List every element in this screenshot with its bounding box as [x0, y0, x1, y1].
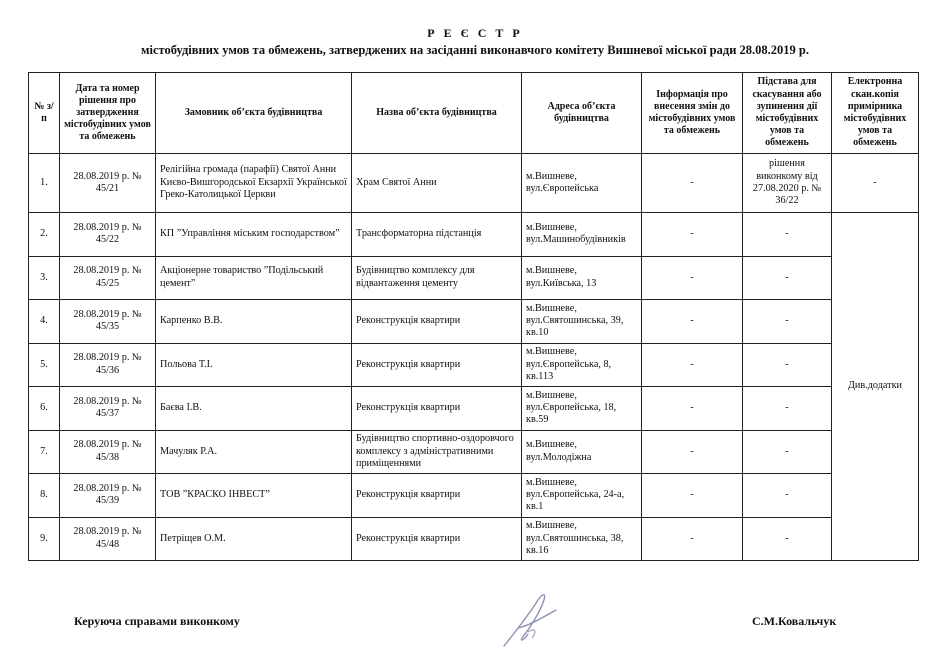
- row-num: 1.: [29, 154, 60, 213]
- row-address: м.Вишневе, вул.Святошинська, 38, кв.16: [522, 517, 642, 561]
- row-decision: 28.08.2019 р. № 45/37: [60, 387, 156, 431]
- row-cancel: -: [743, 430, 832, 474]
- row-decision: 28.08.2019 р. № 45/35: [60, 300, 156, 344]
- row-customer: Релігійна громада (парафії) Святої Анни Києво-Вишгородської Екзархії Української Греко-Католицької Церкви: [156, 154, 352, 213]
- row-customer: Баєва І.В.: [156, 387, 352, 431]
- row-num: 7.: [29, 430, 60, 474]
- row-decision: 28.08.2019 р. № 45/22: [60, 213, 156, 257]
- row-object: Трансформаторна підстанція: [352, 213, 522, 257]
- row-object: Реконструкція квартири: [352, 343, 522, 387]
- row-object: Будівництво комплексу для відвантаження цементу: [352, 256, 522, 300]
- row-scan: -: [832, 154, 919, 213]
- row-customer: Акціонерне товариство ”Подільський цемент”: [156, 256, 352, 300]
- row-customer: Мачуляк Р.А.: [156, 430, 352, 474]
- row-num: 9.: [29, 517, 60, 561]
- row-num: 6.: [29, 387, 60, 431]
- row-customer: Петріщев О.М.: [156, 517, 352, 561]
- row-changes: -: [642, 213, 743, 257]
- row-cancel: -: [743, 256, 832, 300]
- row-customer: КП ”Управління міським господарством”: [156, 213, 352, 257]
- row-changes: -: [642, 343, 743, 387]
- document-subtitle: містобудівних умов та обмежень, затверджених на засіданні виконавчого комітету Вишневої міської ради 28.08.2019 р.: [140, 43, 809, 57]
- row-cancel: рішення виконкому від 27.08.2020 р. № 36/22: [743, 154, 832, 213]
- document-title: Р Е Є С Т Р: [427, 26, 523, 40]
- row-address: м.Вишневе, вул.Молодіжна: [522, 430, 642, 474]
- row-object: Реконструкція квартири: [352, 474, 522, 518]
- registry-table: [28, 72, 919, 561]
- row-object: Реконструкція квартири: [352, 517, 522, 561]
- row-cancel: -: [743, 474, 832, 518]
- row-cancel: -: [743, 300, 832, 344]
- table-row: [29, 387, 919, 431]
- row-cancel: -: [743, 517, 832, 561]
- row-address: м.Вишневе, вул.Київська, 13: [522, 256, 642, 300]
- row-customer: Польова Т.І.: [156, 343, 352, 387]
- table-header-row: [29, 73, 919, 154]
- row-cancel: -: [743, 387, 832, 431]
- signatory-name: С.М.Ковальчук: [752, 614, 837, 628]
- header-changes: Інформація про внесення змін до містобудівних умов та обмежень: [642, 73, 743, 154]
- row-changes: -: [642, 474, 743, 518]
- header-scan: Електронна скан.копія примірника містобудівних умов та обмежень: [832, 73, 919, 154]
- row-num: 2.: [29, 213, 60, 257]
- row-object: Храм Святої Анни: [352, 154, 522, 213]
- row-object: Реконструкція квартири: [352, 387, 522, 431]
- signature-icon: [498, 588, 562, 650]
- row-object: Будівництво спортивно-оздоровчого комплексу з адміністративними приміщеннями: [352, 430, 522, 474]
- header-customer: Замовник об’єкта будівництва: [156, 73, 352, 154]
- row-decision: 28.08.2019 р. № 45/38: [60, 430, 156, 474]
- header-address: Адреса об’єкта будівництва: [522, 73, 642, 154]
- table-row: [29, 474, 919, 518]
- row-object: Реконструкція квартири: [352, 300, 522, 344]
- row-customer: ТОВ ”КРАСКО ІНВЕСТ”: [156, 474, 352, 518]
- row-num: 8.: [29, 474, 60, 518]
- row-changes: -: [642, 430, 743, 474]
- row-decision: 28.08.2019 р. № 45/36: [60, 343, 156, 387]
- table-row: [29, 430, 919, 474]
- row-address: м.Вишневе, вул.Європейська: [522, 154, 642, 213]
- table-row: [29, 517, 919, 561]
- header-decision: Дата та номер рішення про затвердження містобудівних умов та обмежень: [60, 73, 156, 154]
- row-changes: -: [642, 517, 743, 561]
- row-address: м.Вишневе, вул.Машинобудівників: [522, 213, 642, 257]
- row-customer: Карпенко В.В.: [156, 300, 352, 344]
- row-num: 5.: [29, 343, 60, 387]
- table-row: [29, 256, 919, 300]
- table-row: [29, 343, 919, 387]
- row-changes: -: [642, 154, 743, 213]
- signatory-title: Керуюча справами виконкому: [74, 614, 240, 628]
- row-address: м.Вишневе, вул.Святошинська, 39, кв.10: [522, 300, 642, 344]
- header-num: № з/п: [29, 73, 60, 154]
- row-cancel: -: [743, 213, 832, 257]
- header-object: Назва об’єкта будівництва: [352, 73, 522, 154]
- row-address: м.Вишневе, вул.Європейська, 24-а, кв.1: [522, 474, 642, 518]
- row-changes: -: [642, 256, 743, 300]
- row-decision: 28.08.2019 р. № 45/25: [60, 256, 156, 300]
- row-decision: 28.08.2019 р. № 45/48: [60, 517, 156, 561]
- row-decision: 28.08.2019 р. № 45/21: [60, 154, 156, 213]
- scan-merged-cell: Див.додатки: [832, 213, 919, 561]
- row-changes: -: [642, 300, 743, 344]
- table-row: [29, 300, 919, 344]
- row-decision: 28.08.2019 р. № 45/39: [60, 474, 156, 518]
- row-address: м.Вишневе, вул.Європейська, 18, кв.59: [522, 387, 642, 431]
- header-cancel: Підстава для скасування або зупинення дії містобудівних умов та обмежень: [743, 73, 832, 154]
- row-changes: -: [642, 387, 743, 431]
- row-cancel: -: [743, 343, 832, 387]
- table-row: [29, 154, 919, 213]
- row-num: 3.: [29, 256, 60, 300]
- table-row: [29, 213, 919, 257]
- row-num: 4.: [29, 300, 60, 344]
- row-address: м.Вишневе, вул.Європейська, 8, кв.113: [522, 343, 642, 387]
